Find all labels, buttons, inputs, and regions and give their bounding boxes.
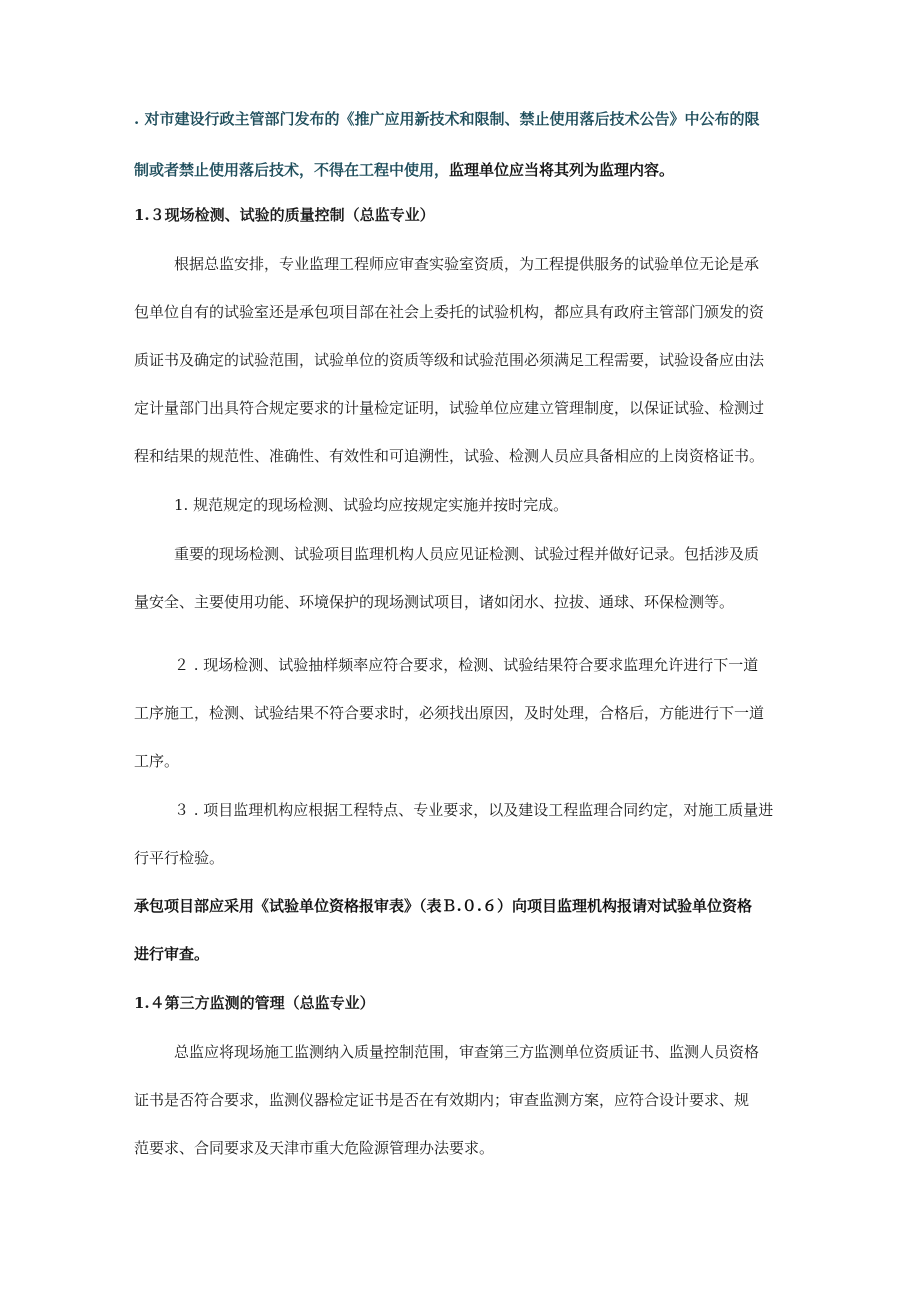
section-1-3-item-2-line-2: 工序施工，检测、试验结果不符合要求时，必须找出原因，及时处理，合格后，方能进行下一道 bbox=[134, 704, 765, 722]
section-1-3-para2-line-2: 量安全、主要使用功能、环境保护的现场测试项目，诸如闭水、拉拔、通球、环保检测等。 bbox=[134, 593, 735, 611]
section-1-4-heading: 1.４第三方监测的管理（总监专业） bbox=[134, 994, 375, 1012]
intro-line-2 bbox=[134, 160, 674, 180]
section-1-3-para1-line-1: 根据总监安排，专业监理工程师应审查实验室资质，为工程提供服务的试验单位无论是承 bbox=[174, 255, 760, 273]
section-1-3-item-3-line-2: 行平行检验。 bbox=[134, 849, 225, 867]
bold-para-line-2: 进行审查。 bbox=[134, 945, 210, 963]
section-1-3-para1-line-3: 质证书及确定的试验范围，试验单位的资质等级和试验范围必须满足工程需要，试验设备应由法 bbox=[134, 351, 765, 369]
section-1-3-item-1: 1. 规范规定的现场检测、试验均应按规定实施并按时完成。 bbox=[174, 496, 569, 514]
section-1-3-para2-line-1: 重要的现场检测、试验项目监理机构人员应见证检测、试验过程并做好记录。包括涉及质 bbox=[174, 545, 760, 563]
section-1-3-para1-line-2: 包单位自有的试验室还是承包项目部在社会上委托的试验机构，都应具有政府主管部门颁发的资 bbox=[134, 303, 765, 321]
intro-line-2-part-1: 制或者禁止使用落后技术，不得在工程中使用， bbox=[134, 161, 450, 179]
section-1-3-item-2-line-3: 工序。 bbox=[134, 752, 180, 770]
bold-para-line-1: 承包项目部应采用《试验单位资格报审表》（表Ｂ.０.６）向项目监理机构报请对试验单位资格 bbox=[134, 897, 752, 915]
section-1-4-para-line-3: 范要求、合同要求及天津市重大危险源管理办法要求。 bbox=[134, 1139, 495, 1157]
section-1-4-para-line-1: 总监应将现场施工监测纳入质量控制范围，审查第三方监测单位资质证书、监测人员资格 bbox=[174, 1043, 760, 1061]
section-1-3-heading: 1.３现场检测、试验的质量控制（总监专业） bbox=[134, 206, 435, 224]
intro-line-2-part-2: 监理单位应当将其列为监理内容。 bbox=[449, 161, 675, 179]
intro-line-1: . 对市建设行政主管部门发布的《推广应用新技术和限制、禁止使用落后技术公告》中公布的限 bbox=[134, 110, 760, 128]
section-1-3-item-3-line-1: ３ . 项目监理机构应根据工程特点、专业要求，以及建设工程监理合同约定，对施工质量进 bbox=[174, 801, 774, 819]
section-1-3-item-2-line-1: ２ . 现场检测、试验抽样频率应符合要求，检测、试验结果符合要求监理允许进行下一道 bbox=[174, 656, 759, 674]
section-1-3-para1-line-4: 定计量部门出具符合规定要求的计量检定证明，试验单位应建立管理制度，以保证试验、检测过 bbox=[134, 399, 765, 417]
section-1-3-para1-line-5: 程和结果的规范性、准确性、有效性和可追溯性，试验、检测人员应具备相应的上岗资格证书。 bbox=[134, 447, 765, 465]
section-1-4-para-line-2: 证书是否符合要求，监测仪器检定证书是否在有效期内；审查监测方案，应符合设计要求、规 bbox=[134, 1091, 750, 1109]
